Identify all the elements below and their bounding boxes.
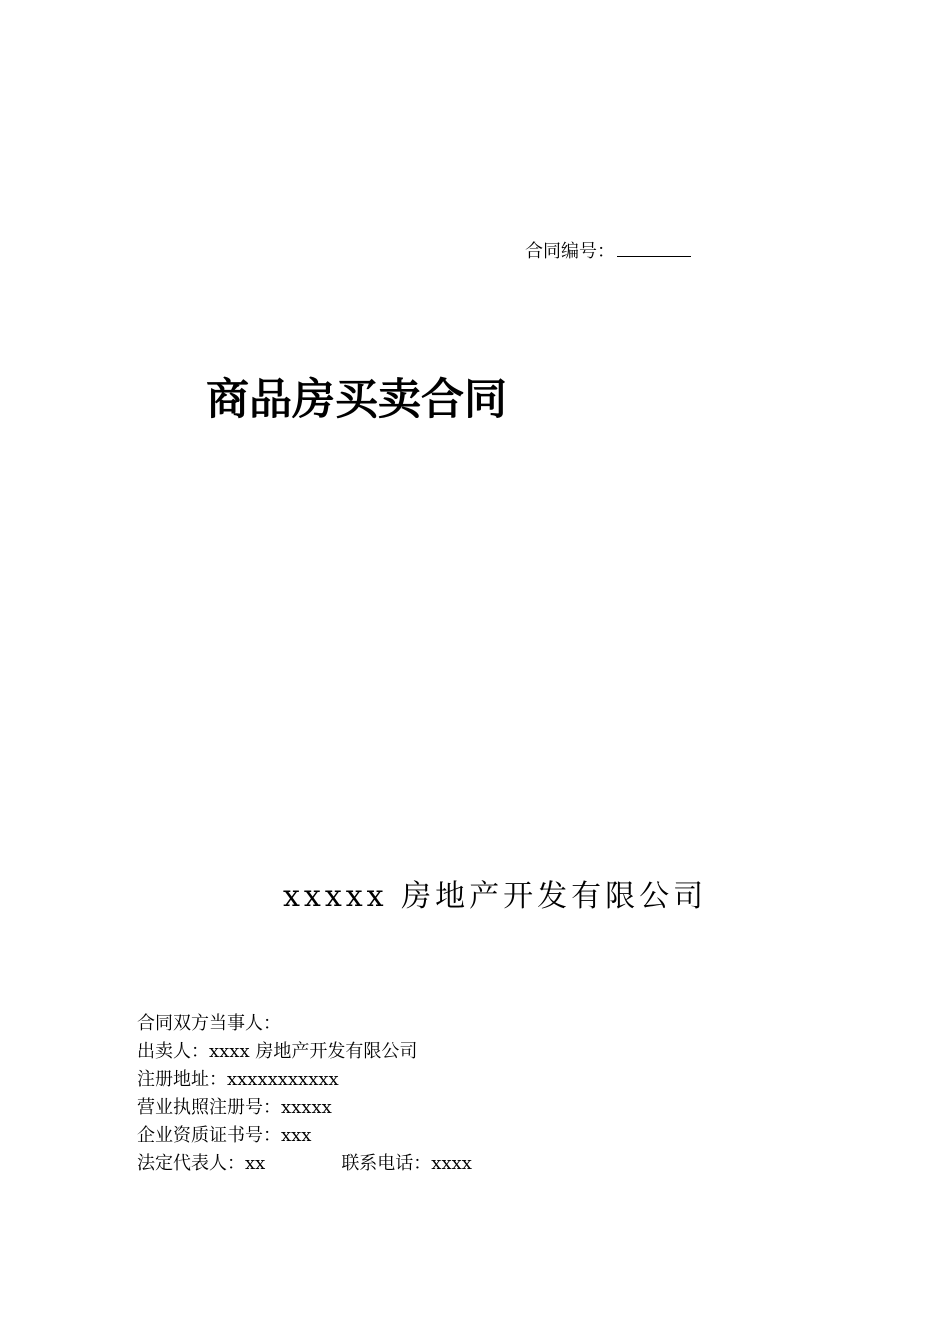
qualification-line: 企业资质证书号：xxx <box>137 1125 312 1146</box>
contract-number-label: 合同编号： <box>525 241 615 262</box>
contract-number-blank <box>617 236 691 257</box>
address-line: 注册地址：xxxxxxxxxxx <box>137 1069 339 1090</box>
parties-section <box>137 1010 472 1178</box>
contact-phone: 联系电话：xxxx <box>341 1153 472 1174</box>
company-name: xxxxx 房地产开发有限公司 <box>283 879 708 914</box>
document-title: 商品房买卖合同 <box>206 375 507 425</box>
legal-representative: 法定代表人：xx <box>137 1153 266 1174</box>
contract-number <box>525 236 691 264</box>
parties-heading: 合同双方当事人： <box>137 1013 281 1034</box>
seller-line: 出卖人：xxxx 房地产开发有限公司 <box>137 1041 418 1062</box>
representative-line <box>137 1150 472 1178</box>
license-line: 营业执照注册号：xxxxx <box>137 1097 332 1118</box>
